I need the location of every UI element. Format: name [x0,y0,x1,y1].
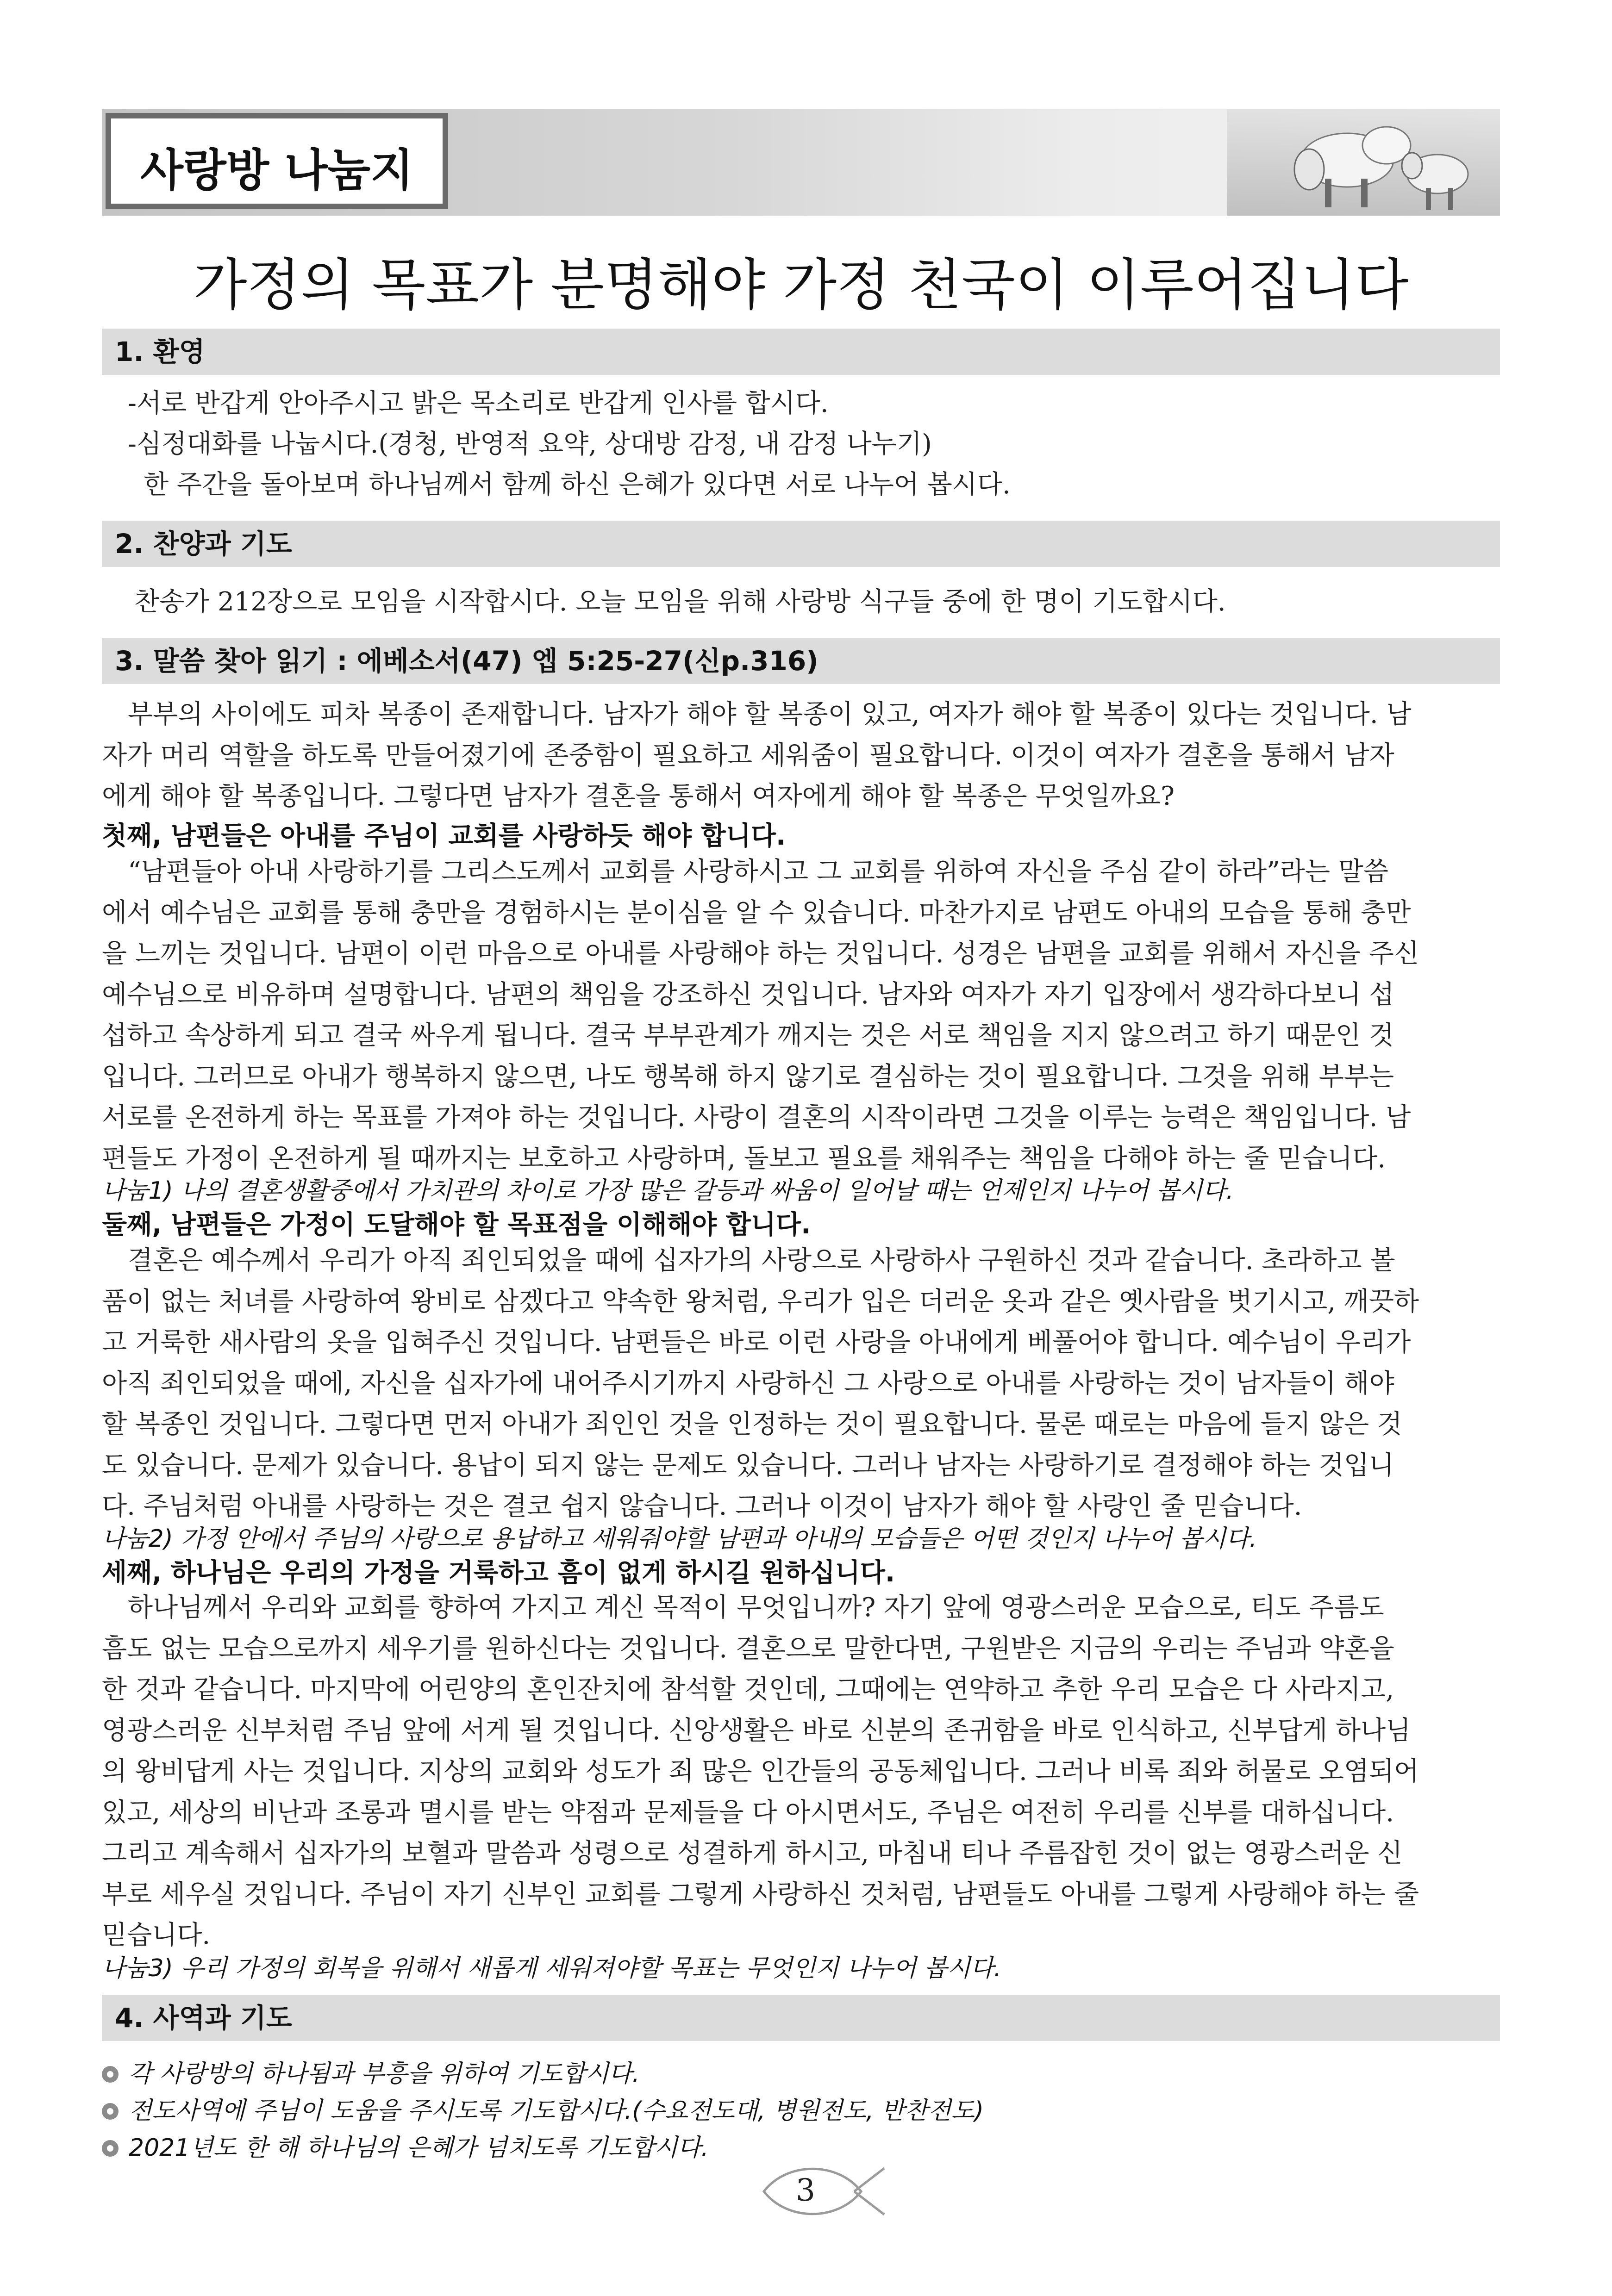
bullet-ring-icon [102,2140,119,2157]
text-line: 흠도 없는 모습으로까지 세우기를 원하신다는 것입니다. 결혼으로 말한다면, 구원받은 지금의 우리는 주님과 약혼을 [102,1633,1394,1664]
prayer-item-text: 2021년도 한 해 하나님의 은혜가 넘치도록 기도합시다. [129,2134,709,2162]
text-line: 있고, 세상의 비난과 조롱과 멸시를 받는 약점과 문제들을 다 아시면서도, 주님은 여전히 우리를 신부를 대하십니다. [102,1797,1394,1828]
text-line: 한 것과 같습니다. 마지막에 어린양의 혼인잔치에 참석할 것인데, 그때에는 연약하고 추한 우리 모습은 다 사라지고, [102,1674,1394,1705]
prayer-item-text: 각 사랑방의 하나됨과 부흥을 위하여 기도합시다. [129,2060,640,2088]
text-line: “남편들아 아내 사랑하기를 그리스도께서 교회를 사랑하시고 그 교회를 위하여 자신을 주심 같이 하라”라는 말씀 [128,857,1388,887]
point-heading-2: 둘째, 남편들은 가정이 도달해야 할 목표점을 이해해야 합니다. [102,1210,811,1240]
point-heading-3: 세째, 하나님은 우리의 가정을 거룩하고 흠이 없게 하시길 원하십니다. [102,1558,895,1588]
page-title: 가정의 목표가 분명해야 가정 천국이 이루어집니다 [193,253,1409,317]
text-line: 부부의 사이에도 피차 복종이 존재합니다. 남자가 해야 할 복종이 있고, 여자가 해야 할 복종이 있다는 것입니다. 남 [128,699,1412,729]
header-title: 사랑방 나눔지 [140,144,413,196]
text-line: 도 있습니다. 문제가 있습니다. 용납이 되지 않는 문제도 있습니다. 그러나 남자는 사랑하기로 결정해야 하는 것입니 [102,1450,1394,1481]
text-line: 자가 머리 역할을 하도록 만들어졌기에 존중함이 필요하고 세워줌이 필요합니다. 이것이 여자가 결혼을 통해서 남자 [102,740,1394,771]
text-line: 을 느끼는 것입니다. 남편이 이런 마음으로 아내를 사랑해야 하는 것입니다. 성경은 남편을 교회를 위해서 자신을 주신 [102,939,1419,969]
section-heading-word: 3. 말씀 찾아 읽기 : 에베소서(47) 엡 5:25-27(신p.316) [102,638,1500,684]
word-intro-paragraph [102,694,1500,817]
text-line: 다. 주님처럼 아내를 사랑하는 것은 결코 쉽지 않습니다. 그러나 이것이 남자가 해야 할 사랑인 줄 믿습니다. [102,1491,1302,1521]
word-paragraph-3 [102,1587,1500,1956]
text-line: 예수님으로 비유하며 설명합니다. 남편의 책임을 강조하신 것입니다. 남자와 여자가 자기 입장에서 생각하다보니 섭 [102,979,1394,1010]
text-line: 할 복종인 것입니다. 그렇다면 먼저 아내가 죄인인 것을 인정하는 것이 필요합니다. 물론 때로는 마음에 들지 않은 것 [102,1409,1402,1439]
text-line: 에게 해야 할 복종입니다. 그렇다면 남자가 결혼을 통해서 여자에게 해야 할 복종은 무엇일까요? [102,781,1175,811]
text-line: 결혼은 예수께서 우리가 아직 죄인되었을 때에 십자가의 사랑으로 사랑하사 구원하신 것과 같습니다. 초라하고 볼 [128,1245,1395,1276]
section-heading-ministry: 4. 사역과 기도 [102,1995,1500,2041]
prayer-item [102,2054,1500,2089]
text-line: 편들도 가정이 온전하게 될 때까지는 보호하고 사랑하며, 돌보고 필요를 채워주는 책임을 다해야 하는 줄 믿습니다. [102,1143,1386,1174]
text-line: 입니다. 그러므로 아내가 행복하지 않으면, 나도 행복해 하지 않기로 결심하는 것이 필요합니다. 그것을 위해 부부는 [102,1061,1394,1092]
share-question-3: 나눔3) 우리 가정의 회복을 위해서 새롭게 세워져야할 목표는 무엇인지 나누어 봅시다. [102,1954,1002,1982]
prayer-item [102,2091,1500,2126]
point-heading-1: 첫째, 남편들은 아내를 주님이 교회를 사랑하듯 해야 합니다. [102,821,786,851]
share-question-2: 나눔2) 가정 안에서 주님의 사랑으로 용납하고 세워줘야할 남편과 아내의 모습들은 어떤 것인지 나누어 봅시다. [102,1525,1257,1553]
text-line: 의 왕비답게 사는 것입니다. 지상의 교회와 성도가 죄 많은 인간들의 공동체입니다. 그러나 비록 죄와 허물로 오염되어 [102,1756,1419,1786]
text-line: 하나님께서 우리와 교회를 향하여 가지고 계신 목적이 무엇입니까? 자기 앞에 영광스러운 모습으로, 티도 주름도 [128,1593,1384,1623]
prayer-item-text: 전도사역에 주님이 도움을 주시도록 기도합시다.(수요전도대, 병원전도, 반찬전도) [129,2097,984,2125]
text-line: 섭하고 속상하게 되고 결국 싸우게 됩니다. 결국 부부관계가 깨지는 것은 서로 책임을 지지 않으려고 하기 때문인 것 [102,1020,1394,1051]
header-title-box [106,113,448,209]
text-line: 품이 없는 처녀를 사랑하여 왕비로 삼겠다고 약속한 왕처럼, 우리가 입은 더러운 옷과 같은 옛사람을 벗기시고, 깨끗하 [102,1286,1419,1317]
text-line: 부로 세우실 것입니다. 주님이 자기 신부인 교회를 그렇게 사랑하신 것처럼, 남편들도 아내를 그렇게 사랑해야 하는 줄 [102,1879,1419,1910]
text-line: 고 거룩한 새사람의 옷을 입혀주신 것입니다. 남편들은 바로 이런 사랑을 아내에게 베풀어야 합니다. 예수님이 우리가 [102,1327,1411,1357]
page-number-badge [759,2157,889,2226]
word-paragraph-1 [102,852,1500,1179]
welcome-line: -서로 반갑게 안아주시고 밝은 목소리로 반갑게 인사를 합시다. [128,388,829,418]
welcome-line: -심정대화를 나눕시다.(경청, 반영적 요약, 상대방 감정, 내 감정 나누기) [128,429,932,459]
text-line: 믿습니다. [102,1920,211,1950]
bullet-ring-icon [102,2066,119,2083]
sheep-photo [1227,109,1500,216]
welcome-line: 한 주간을 돌아보며 하나님께서 함께 하신 은혜가 있다면 서로 나누어 봅시다. [144,470,1011,500]
share-question-1: 나눔1) 나의 결혼생활중에서 가치관의 차이로 가장 많은 갈등과 싸움이 일어날 때는 언제인지 나누어 봅시다. [102,1177,1234,1205]
section-heading-welcome: 1. 환영 [102,329,1500,375]
text-line: 영광스러운 신부처럼 주님 앞에 서게 될 것입니다. 신앙생활은 바로 신분의 존귀함을 바로 인식하고, 신부답게 하나님 [102,1715,1411,1746]
text-line: 그리고 계속해서 십자가의 보혈과 말씀과 성령으로 성결하게 하시고, 마침내 티나 주름잡힌 것이 없는 영광스러운 신 [102,1838,1403,1868]
praise-line: 찬송가 212장으로 모임을 시작합시다. 오늘 모임을 위해 사랑방 식구들 중에 한 명이 기도합시다. [134,587,1226,617]
text-line: 아직 죄인되었을 때에, 자신을 십자가에 내어주시기까지 사랑하신 그 사랑으로 아내를 사랑하는 것이 남자들이 해야 [102,1368,1394,1399]
text-line: 서로를 온전하게 하는 목표를 가져야 하는 것입니다. 사랑이 결혼의 시작이라면 그것을 이루는 능력은 책임입니다. 남 [102,1102,1411,1132]
word-paragraph-2 [102,1240,1500,1527]
section-heading-praise: 2. 찬양과 기도 [102,521,1500,567]
page-number: 3 [796,2172,815,2208]
text-line: 에서 예수님은 교회를 통해 충만을 경험하시는 분이심을 알 수 있습니다. 마찬가지로 남편도 아내의 모습을 통해 충만 [102,897,1411,928]
bullet-ring-icon [102,2103,119,2120]
